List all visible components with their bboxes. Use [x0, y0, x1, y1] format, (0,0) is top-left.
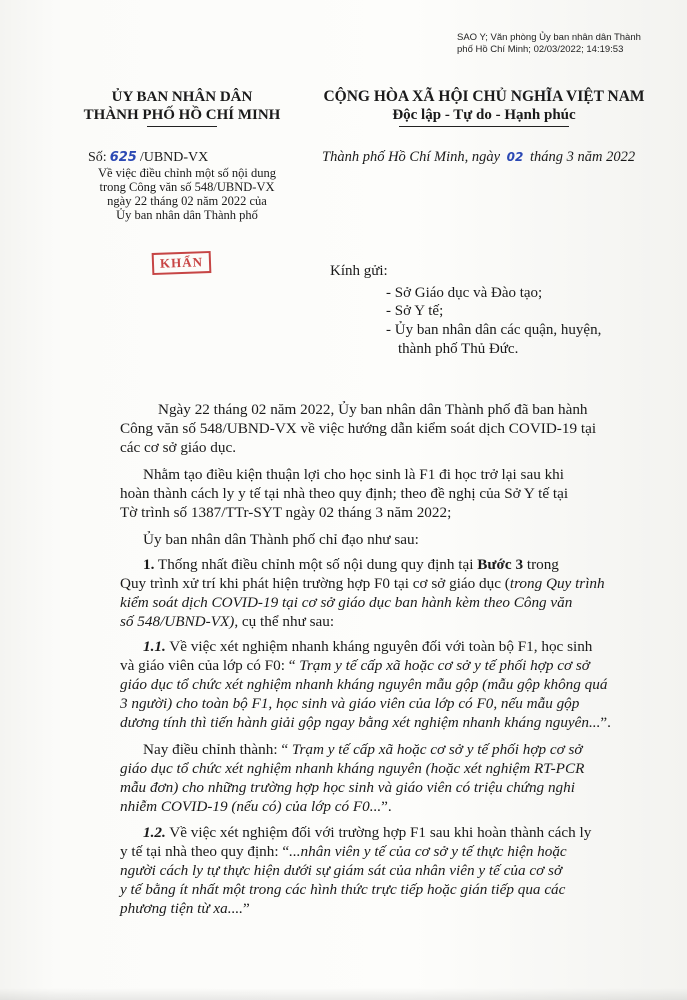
item-1-2-text: Về việc xét nghiệm đối với trường hợp F1 sau khi hoàn thành cách ly [165, 824, 592, 841]
subject-line-3: ngày 22 tháng 02 năm 2022 của [107, 194, 267, 208]
para-4-line-4-b: , cụ thể như sau: [234, 613, 335, 630]
para-4-line-4-a: số 548/UBND-VX) [120, 613, 235, 630]
copy-certification-stamp [457, 32, 667, 56]
item-1-text-end: trong [523, 556, 559, 573]
para-5-line-2-a: và giáo viên của lớp có F0: “ [120, 657, 300, 674]
para-5-line-5-b: ”. [600, 714, 611, 731]
para-6-line-1 [143, 740, 653, 759]
copy-stamp-line-1: SAO Y; Văn phòng Ủy ban nhân dân Thành [457, 32, 641, 43]
para-5-line-5 [120, 713, 630, 732]
para-5-line-5-a: dương tính thì tiến hành giải gộp ngay bằng xét nghiệm nhanh kháng nguyên... [120, 714, 601, 731]
para-1-line-1: Ngày 22 tháng 02 năm 2022, Ủy ban nhân dân Thành phố đã ban hành [158, 401, 588, 418]
para-2-line-3: Tờ trình số 1387/TTr-SYT ngày 02 tháng 3 năm 2022; [120, 504, 452, 521]
subject-line-1: Về việc điều chỉnh một số nội dung [97, 166, 277, 180]
copy-stamp-line-2: phố Hồ Chí Minh; 02/03/2022; 14:19:53 [457, 44, 624, 55]
para-4-line-1 [143, 555, 653, 574]
item-1-step: Bước 3 [477, 556, 524, 573]
para-4-line-2-b: trong Quy trình [509, 575, 605, 592]
issuing-authority [62, 88, 302, 127]
para-5-line-1 [143, 637, 653, 656]
para-5-line-2 [120, 656, 630, 675]
date-day-handwritten: 02 [506, 150, 524, 164]
para-7-line-5-b: ” [242, 900, 250, 917]
national-title: CỘNG HÒA XÃ HỘI CHỦ NGHĨA VIỆT NAM [323, 88, 645, 105]
para-5-line-4: 3 người) cho toàn bộ F1, học sinh và giáo viên của lớp có F0, nếu mẫu gộp [120, 695, 580, 712]
para-3: Ủy ban nhân dân Thành phố chỉ đạo như sau: [143, 531, 419, 548]
recipient-1: - Sở Giáo dục và Đào tạo; [386, 285, 543, 301]
para-7-line-2 [120, 842, 630, 861]
date-suffix: tháng 3 năm 2022 [529, 149, 636, 165]
document-subject [72, 166, 302, 222]
item-1-1-number: 1.1. [143, 638, 166, 655]
date-line [322, 149, 635, 166]
document-number [88, 150, 208, 166]
recipient-2: - Sở Y tế; [386, 303, 444, 319]
date-prefix: Thành phố Hồ Chí Minh, ngày [322, 149, 501, 165]
para-5-line-2-b: Trạm y tế cấp xã hoặc cơ sở y tế phối hợp cơ sở [299, 657, 590, 674]
authority-underline [147, 126, 217, 127]
para-2-line-2: hoàn thành cách ly y tế tại nhà theo quy định; theo đề nghị của Sở Y tế tại [120, 485, 569, 502]
para-6-line-4-b: ”. [381, 798, 392, 815]
para-6-line-1-a: Nay điều chỉnh thành: “ [143, 741, 292, 758]
item-1-2-number: 1.2. [143, 824, 166, 841]
para-7-line-5-a: phương tiện từ xa.... [120, 900, 243, 917]
doc-number-handwritten: 625 [109, 150, 137, 165]
para-7-line-5 [120, 899, 630, 918]
item-1-text: Thống nhất điều chỉnh một số nội dung quy định tại [154, 556, 478, 573]
subject-line-2: trong Công văn số 548/UBND-VX [99, 180, 275, 194]
authority-line-1: ỦY BAN NHÂN DÂN [111, 89, 253, 105]
recipients-label: Kính gửi: [330, 263, 388, 279]
para-7-line-2-a: y tế tại nhà theo quy định: “ [120, 843, 290, 860]
para-5-line-3: giáo dục tổ chức xét nghiệm nhanh kháng nguyên mẫu gộp (mẫu gộp không quá [120, 676, 608, 693]
para-6-line-3: mẫu đơn) cho những trường hợp học sinh và giáo viên có triệu chứng nghi [120, 779, 575, 796]
para-4-line-4 [120, 612, 630, 631]
para-1-line-3: các cơ sở giáo dục. [120, 439, 236, 456]
recipient-3-cont: thành phố Thủ Đức. [398, 341, 519, 357]
para-6-line-1-b: Trạm y tế cấp xã hoặc cơ sở y tế phối hợp cơ sở [291, 741, 583, 758]
para-7-line-3: người cách ly tự thực hiện dưới sự giám sát của nhân viên y tế của cơ sở [120, 862, 563, 879]
para-4-line-2-a: Quy trình xử trí khi phát hiện trường hợp F0 tại cơ sở giáo dục ( [120, 575, 510, 592]
para-6-line-4-a: nhiễm COVID-19 (nếu có) của lớp có F0... [120, 798, 382, 815]
national-header [308, 88, 660, 127]
para-6-line-4 [120, 797, 630, 816]
subject-line-4: Ủy ban nhân dân Thành phố [116, 208, 258, 222]
item-1-number: 1. [143, 556, 155, 573]
para-7-line-1 [143, 823, 653, 842]
national-motto: Độc lập - Tự do - Hạnh phúc [392, 107, 576, 123]
para-1-line-2: Công văn số 548/UBND-VX về việc hướng dẫn kiểm soát dịch COVID-19 tại [120, 420, 597, 437]
motto-underline [399, 126, 569, 127]
para-4-line-3: kiểm soát dịch COVID-19 tại cơ sở giáo dục ban hành kèm theo Công văn [120, 594, 573, 611]
doc-number-prefix: Số: [88, 150, 107, 165]
para-4-line-2 [120, 574, 630, 593]
para-6-line-2: giáo dục tổ chức xét nghiệm nhanh kháng nguyên (hoặc xét nghiệm RT-PCR [120, 760, 585, 777]
authority-line-2: THÀNH PHỐ HỒ CHÍ MINH [83, 107, 281, 123]
recipient-3: - Ủy ban nhân dân các quận, huyện, [386, 322, 602, 338]
urgent-stamp: KHẨN [152, 251, 212, 275]
para-7-line-2-b: ...nhân viên y tế của cơ sở y tế thực hiện hoặc [289, 843, 567, 860]
doc-number-suffix: /UBND-VX [139, 150, 209, 165]
page-bottom-shadow [0, 988, 687, 1000]
para-7-line-4: y tế bằng ít nhất một trong các hình thức trực tiếp hoặc gián tiếp qua các [120, 881, 566, 898]
item-1-1-text: Về việc xét nghiệm nhanh kháng nguyên đối với toàn bộ F1, học sinh [165, 638, 593, 655]
para-2-line-1: Nhằm tạo điều kiện thuận lợi cho học sinh là F1 đi học trở lại sau khi [143, 466, 564, 483]
